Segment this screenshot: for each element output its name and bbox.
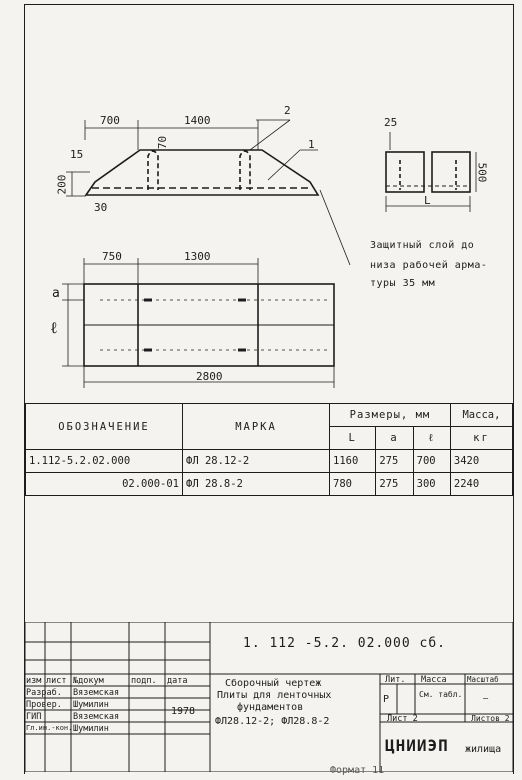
row-l: 300 (413, 473, 450, 496)
name-1: Вяземская (73, 688, 120, 698)
org-name: ЦНИИЭП (385, 736, 449, 755)
role-4: Гл.ин.-кон. (26, 724, 73, 732)
callout-1: 1 (308, 138, 315, 151)
row-a: 275 (376, 473, 413, 496)
dim-2800: 2800 (196, 370, 223, 383)
title-line-2: Плиты для ленточных (217, 690, 332, 701)
role-2: Провер. (26, 700, 62, 710)
dim-25: 25 (384, 116, 398, 129)
plan-dimensions (62, 258, 334, 388)
row-mass: 3420 (450, 450, 512, 473)
row-mark: ФЛ 28.8-2 (183, 473, 330, 496)
dim-700: 700 (100, 114, 120, 127)
dim-l: ℓ (50, 318, 58, 337)
title-marks: ФЛ28.12-2; ФЛ28.8-2 (215, 716, 330, 727)
table-row (26, 450, 513, 473)
dim-200: 200 (55, 174, 69, 195)
col-mass-unit: кг (450, 427, 512, 450)
lit-value: Р (383, 694, 390, 705)
dim-L: L (424, 194, 431, 207)
note-line-1: Защитный слой до (370, 240, 475, 251)
spec-table (25, 403, 513, 496)
hdr-date: дата (167, 676, 188, 686)
mass-value: См. табл. (419, 690, 463, 699)
plan-view (84, 284, 334, 366)
role-3: ГИП (26, 712, 42, 722)
hdr-doc: №докум (73, 676, 104, 686)
dim-30: 30 (94, 201, 108, 214)
loop-right (240, 151, 250, 190)
row-L: 780 (330, 473, 376, 496)
col-l: ℓ (413, 427, 450, 450)
row-mass: 2240 (450, 473, 512, 496)
dim-70: 70 (156, 135, 170, 150)
name-3: Вяземская (73, 712, 120, 722)
loop-left (148, 151, 158, 190)
role-1: Разраб. (26, 688, 62, 698)
hdr-list: лист (46, 676, 67, 686)
lit-label: Лит. (385, 675, 406, 685)
dim-750: 750 (102, 250, 122, 263)
dim-1400: 1400 (184, 114, 211, 127)
row-mark: ФЛ 28.12-2 (183, 450, 330, 473)
hdr-sign: подп. (131, 676, 157, 686)
name-4: Шумилин (73, 724, 109, 734)
name-2: Шумилин (73, 700, 109, 710)
col-L: L (330, 427, 376, 450)
dim-a: a (52, 286, 60, 301)
hdr-izm: изм (26, 676, 42, 686)
dim-500: 500 (475, 162, 489, 183)
sheet-label: Лист 2 (387, 714, 418, 724)
row-l: 700 (413, 450, 450, 473)
org-suffix: жилища (465, 744, 502, 755)
row-a: 275 (376, 450, 413, 473)
col-a: a (376, 427, 413, 450)
scale-label: Масштаб (467, 675, 499, 684)
title-block (25, 622, 513, 772)
end-view (386, 132, 476, 212)
title-line-1: Сборочный чертеж (225, 678, 322, 689)
sheets-label: Листов 2 (471, 714, 510, 723)
note-line-2: низа рабочей арма- (370, 260, 488, 271)
col-mark: МАРКА (183, 404, 330, 450)
dim-15: 15 (70, 148, 84, 161)
row-L: 1160 (330, 450, 376, 473)
doc-code: 1. 112 -5.2. 02.000 сб. (243, 636, 447, 651)
col-sizes: Размеры, мм (330, 404, 451, 427)
year: 1978 (171, 706, 196, 717)
mass-label: Масса (421, 675, 447, 685)
col-designation: ОБОЗНАЧЕНИЕ (26, 404, 183, 450)
title-line-3: фундаментов (237, 702, 304, 713)
col-mass: Масса, (450, 404, 512, 427)
end-rib-left (386, 152, 424, 192)
scale-value: — (483, 694, 489, 704)
section-view (86, 150, 318, 195)
callout-2: 2 (284, 104, 291, 117)
row-designation: 02.000-01 (26, 473, 183, 496)
row-designation: 1.112-5.2.02.000 (26, 450, 183, 473)
footer-format: Формат 11 (330, 765, 385, 776)
dim-1300: 1300 (184, 250, 211, 263)
note-line-3: туры 35 мм (370, 278, 436, 289)
table-row (26, 473, 513, 496)
